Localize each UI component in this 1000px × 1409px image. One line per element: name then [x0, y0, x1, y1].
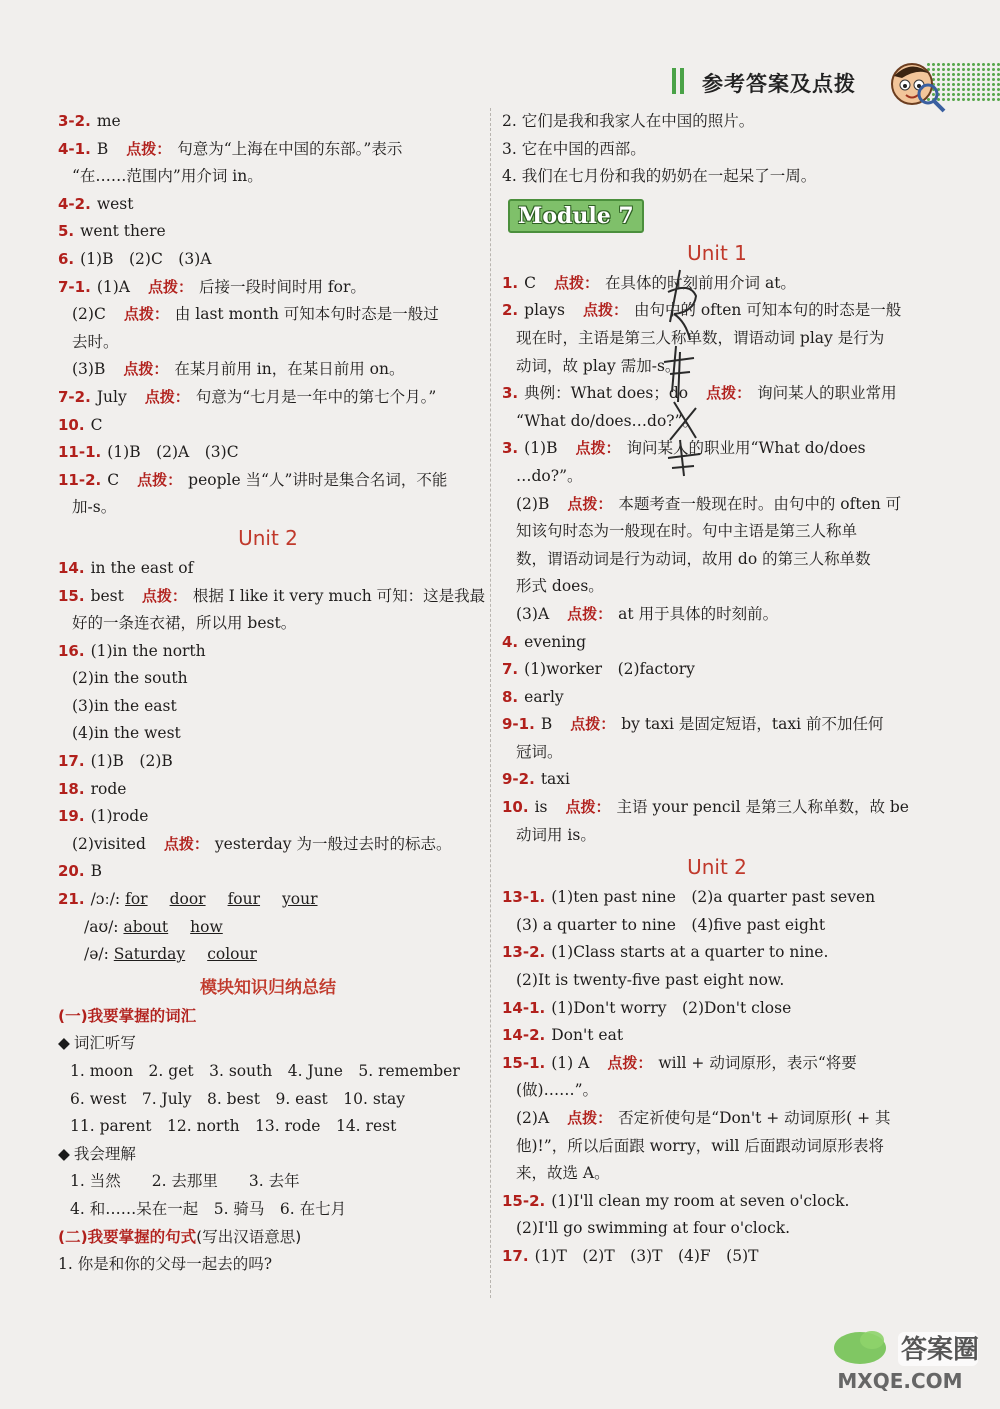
answer-line [58, 748, 478, 776]
phonetic-symbol: /aʊ/: [84, 917, 124, 936]
answer-line [502, 491, 932, 519]
sentence-line: 3. 它在中国的西部。 [502, 139, 646, 158]
answer-line [58, 274, 478, 302]
answer-text: C [90, 415, 103, 434]
answer-line [502, 684, 932, 712]
unit-2-heading: Unit 2 [238, 525, 298, 550]
question-number: 8. [502, 687, 519, 706]
answer-continuation: (2)C [72, 305, 106, 324]
phonetic-word: for [125, 890, 148, 909]
dianbo-label: 点拨： [141, 586, 187, 605]
unit-1-heading: Unit 1 [687, 240, 747, 265]
question-number: 11-1. [58, 443, 102, 462]
question-number: 20. [58, 862, 85, 881]
answer-line [58, 638, 478, 666]
answer-line [58, 610, 478, 638]
answer-line [502, 656, 932, 684]
answer-continuation: 冠词。 [516, 742, 563, 761]
answer-continuation: (2)A [516, 1109, 550, 1127]
tip-text: 由 last month 可知本句时态是一般过 [174, 305, 439, 324]
answer-text: went there [80, 222, 166, 241]
answer-text: B [90, 862, 102, 881]
answer-text: (1)A [96, 277, 130, 296]
question-number: 4-1. [58, 139, 91, 158]
tip-text: 询问某人的职业常用 [757, 384, 897, 403]
tip-text: people 当“人”讲时是集合名词，不能 [188, 470, 448, 489]
question-number: 15-1. [502, 1053, 546, 1072]
watermark-url: MXQE.COM [837, 1369, 963, 1393]
answer-line [58, 356, 478, 384]
answer-text: plays [524, 301, 565, 320]
answer-continuation: 他)!”，所以后面跟 worry，will 后面跟动词原形表将 [516, 1136, 884, 1155]
phonetic-symbol: /ɔː/: [90, 890, 126, 909]
unit-2-heading-right: Unit 2 [687, 855, 747, 880]
answer-text: (1)in the north [90, 641, 206, 660]
answer-text: (1)worker (2)factory [524, 660, 695, 679]
question-number: 9-2. [502, 770, 535, 789]
answer-text: (1)rode [90, 807, 149, 826]
answer-line [502, 1022, 932, 1050]
dianbo-label: 点拨： [567, 604, 613, 623]
question-number: 4-2. [58, 194, 91, 213]
answer-text: (1)Don't worry (2)Don't close [551, 998, 792, 1017]
question-number: 14. [58, 558, 85, 577]
tip-text: 句意为“七月是一年中的第七个月。” [195, 387, 437, 406]
answer-text: (1)B (2)C (3)A [80, 249, 212, 268]
answer-line [502, 1243, 932, 1271]
answer-continuation: (3)in the east [72, 696, 177, 715]
dianbo-label: 点拨： [570, 715, 616, 734]
answer-line [502, 822, 932, 850]
dianbo-label: 点拨： [575, 439, 621, 458]
sentence-line: 4. 我们在七月份和我的奶奶在一起呆了一周。 [502, 167, 817, 186]
answer-text: (1)ten past nine (2)a quarter past seven [551, 888, 876, 907]
answer-line [502, 573, 932, 601]
question-number: 15-2. [502, 1191, 546, 1210]
answer-continuation: 动词用 is。 [516, 825, 596, 844]
tip-text: 在具体的时刻前用介词 at。 [605, 273, 796, 292]
left-module6-unit1-answers [58, 108, 478, 522]
answer-continuation: 现在时，主语是第三人称单数，谓语动词 play 是行为 [516, 328, 885, 347]
vocab-listen-label: ◆ 词汇听写 [58, 1034, 136, 1053]
phonetic-word: how [190, 917, 223, 936]
answer-text: B [540, 715, 553, 734]
answer-line [502, 546, 932, 574]
question-number: 4. [502, 632, 519, 651]
answer-line [502, 1215, 932, 1243]
dianbo-label: 点拨： [567, 1109, 613, 1127]
phonetic-row [58, 886, 478, 914]
diamond-bullet-icon: ◆ [58, 1144, 70, 1163]
answer-line [58, 163, 478, 191]
answer-line [58, 693, 478, 721]
answer-line [58, 384, 478, 412]
question-number: 3. [502, 384, 519, 403]
question-number: 5. [58, 222, 75, 241]
answer-text: Don't eat [551, 1026, 624, 1045]
answer-text: me [96, 112, 121, 130]
answer-line [58, 555, 478, 583]
question-number: 14-1. [502, 998, 546, 1017]
answer-text: B [96, 139, 109, 158]
understand-row: 1. 当然 2. 去那里 3. 去年 [70, 1172, 300, 1191]
question-number: 15. [58, 586, 85, 605]
answer-text: (1)I'll clean my room at seven o'clock. [551, 1191, 850, 1210]
answer-line [58, 665, 478, 693]
phonetic-word: colour [207, 945, 257, 964]
summary-title: 模块知识归纳总结 [200, 977, 336, 998]
sentence-1: 1. 你是和你的父母一起去的吗? [58, 1255, 273, 1274]
phonetic-word: about [123, 917, 169, 936]
answer-text: (1)T (2)T (3)T (4)F (5)T [534, 1246, 759, 1265]
answer-continuation: (2)B [516, 494, 550, 513]
answer-continuation: (3)B [72, 360, 106, 379]
question-21 [58, 886, 478, 969]
answer-text: (1)B (2)B [90, 752, 173, 771]
answer-line [58, 776, 478, 804]
tip-text: 询问某人的职业用“What do/does [626, 439, 866, 458]
answer-text: early [524, 687, 564, 706]
answer-line [502, 1133, 932, 1161]
question-number: 7-1. [58, 277, 91, 296]
dianbo-label: 点拨： [554, 273, 600, 292]
dianbo-label: 点拨： [147, 277, 193, 296]
answer-continuation: (2)in the south [72, 669, 188, 688]
phonetic-word: door [169, 890, 206, 909]
answer-line [58, 136, 478, 164]
answer-line [502, 1077, 932, 1105]
question-number: 10. [58, 415, 85, 434]
answer-line [58, 858, 478, 886]
dianbo-label: 点拨： [123, 360, 169, 379]
watermark-logo [790, 1326, 990, 1396]
understand-list [58, 1168, 478, 1223]
sentence-line: 2. 它们是我和我家人在中国的照片。 [502, 112, 755, 130]
phonetic-row [58, 941, 478, 969]
answer-continuation: (2)I'll go swimming at four o'clock. [516, 1219, 791, 1238]
answer-continuation: 动词，故 play 需加-s。 [516, 356, 681, 375]
question-number: 6. [58, 249, 75, 268]
answer-line [502, 939, 932, 967]
answer-line [502, 794, 932, 822]
tip-text: will + 动词原形，表示“将要 [658, 1053, 857, 1072]
answer-line [502, 739, 932, 767]
question-number: 10. [502, 798, 529, 817]
phonetic-word: your [282, 890, 318, 909]
tip-text: 由句中的 often 可知本句的时态是一般 [634, 301, 902, 320]
dianbo-label: 点拨： [607, 1053, 653, 1072]
answer-continuation: “What do/does…do?”。 [516, 411, 699, 430]
answer-text: C [107, 470, 120, 489]
answer-line [58, 412, 478, 440]
answer-line [58, 301, 478, 329]
answer-continuation: 好的一条连衣裙，所以用 best。 [72, 614, 297, 633]
question-number: 18. [58, 779, 85, 798]
question-number: 1. [502, 273, 519, 292]
answer-text: (1) A [551, 1053, 590, 1072]
dianbo-label: 点拨： [163, 834, 209, 853]
answer-text: west [96, 194, 134, 213]
sentence-section-title: (二)我要掌握的句式(写出汉语意思) [58, 1227, 302, 1246]
answer-line [502, 601, 932, 629]
dianbo-label: 点拨： [137, 470, 183, 489]
phonetic-row [58, 914, 478, 942]
vocab-row: 1. moon 2. get 3. south 4. June 5. remember [70, 1062, 460, 1080]
question-number: 7. [502, 660, 519, 679]
answer-line [58, 831, 478, 859]
answer-text: in the east of [90, 558, 194, 577]
answer-continuation: 来，故选 A。 [516, 1164, 610, 1183]
tip-text: at 用于具体的时刻前。 [618, 604, 779, 623]
answer-continuation: (2)It is twenty-five past eight now. [516, 971, 785, 990]
answer-line [502, 766, 932, 794]
answer-continuation: (3)A [516, 604, 550, 623]
column-divider [490, 108, 492, 1298]
understand-label: ◆ 我会理解 [58, 1144, 136, 1163]
vocab-row: 6. west 7. July 8. best 9. east 10. stay [70, 1089, 406, 1108]
dianbo-label: 点拨： [123, 305, 169, 324]
question-number: 7-2. [58, 387, 91, 406]
question-number: 2. [502, 301, 519, 320]
tip-text: yesterday 为一般过去时的标志。 [214, 834, 452, 853]
answer-line [58, 108, 478, 136]
vocab-section-title: (一)我要掌握的词汇 [58, 1006, 197, 1025]
page-header [662, 62, 1000, 106]
phonetic-word: Saturday [113, 945, 186, 964]
dianbo-label: 点拨： [126, 139, 172, 158]
dianbo-label: 点拨： [565, 798, 611, 817]
answer-line [58, 246, 478, 274]
answer-continuation: 加-s。 [72, 498, 117, 517]
understand-row: 4. 和……呆在一起 5. 骑马 6. 在七月 [70, 1199, 347, 1218]
answer-continuation: (4)in the west [72, 724, 181, 743]
question-number: 17. [58, 752, 85, 771]
answer-line [502, 1050, 932, 1078]
answer-continuation: 数，谓语动词是行为动词，故用 do 的第三人称单数 [516, 549, 871, 568]
answer-text: (1)B (2)A (3)C [107, 443, 239, 462]
right-unit2-answers [502, 884, 932, 1270]
answer-text: 典例：What does；do [524, 384, 689, 403]
vocab-row: 11. parent 12. north 13. rode 14. rest [70, 1117, 397, 1136]
dianbo-label: 点拨： [706, 384, 752, 403]
answer-text: rode [90, 779, 127, 798]
watermark-text: 答案圈 [900, 1335, 980, 1365]
answer-continuation: “在……范围内”用介词 in。 [72, 167, 263, 186]
right-sentence-list [502, 108, 932, 191]
question-number: 14-2. [502, 1026, 546, 1045]
tip-text: 根据 I like it very much 可知：这是我最 [192, 586, 486, 605]
answer-line [502, 995, 932, 1023]
dianbo-label: 点拨： [582, 301, 628, 320]
answer-continuation: (2)visited [72, 834, 146, 853]
left-unit2-answers [58, 555, 486, 886]
answer-line [58, 803, 478, 831]
module-7-badge: Module 7 [508, 199, 644, 233]
answer-line [58, 494, 478, 522]
answer-continuation: (3) a quarter to nine (4)five past eight [516, 915, 826, 934]
question-number: 3. [502, 439, 519, 458]
answer-continuation: 知该句时态为一般现在时。句中主语是第三人称单 [516, 522, 858, 541]
answer-line [58, 218, 478, 246]
answer-line [58, 720, 478, 748]
vocab-list [58, 1058, 478, 1141]
mascot-magnifier-icon [888, 58, 948, 114]
answer-line [58, 583, 486, 611]
tip-text: by taxi 是固定短语，taxi 前不加任何 [621, 715, 884, 734]
answer-continuation: (做)……”。 [516, 1081, 599, 1100]
dianbo-label: 点拨： [144, 387, 190, 406]
phonetic-symbol: /ə/: [84, 945, 114, 964]
answer-text: best [90, 586, 124, 605]
question-number: 13-2. [502, 943, 546, 962]
answer-line [502, 967, 932, 995]
answer-line [58, 439, 478, 467]
answer-line [502, 1160, 932, 1188]
question-number: 19. [58, 807, 85, 826]
answer-text: (1)Class starts at a quarter to nine. [551, 943, 829, 962]
answer-line [502, 884, 932, 912]
answer-line [58, 329, 478, 357]
question-number: 13-1. [502, 888, 546, 907]
answer-line [58, 467, 478, 495]
answer-line [502, 1188, 932, 1216]
question-number: 21. [58, 890, 85, 909]
question-number: 16. [58, 641, 85, 660]
dianbo-label: 点拨： [567, 494, 613, 513]
answer-text: C [524, 273, 537, 292]
answer-continuation: 去时。 [72, 332, 119, 351]
answer-line [58, 191, 478, 219]
answer-line [502, 518, 932, 546]
header-title: 参考答案及点拨 [702, 72, 856, 96]
tip-text: 否定祈使句是“Don't + 动词原形( + 其 [618, 1109, 891, 1127]
header-bars-icon [672, 68, 686, 94]
tip-text: 在某月前用 in，在某日前用 on。 [174, 360, 405, 379]
tip-text: 本题考查一般现在时。由句中的 often 可 [618, 494, 902, 513]
question-number: 3-2. [58, 112, 91, 130]
answer-text: (1)B [524, 439, 558, 458]
tip-text: 句意为“上海在中国的东部。”表示 [177, 139, 403, 158]
question-number: 9-1. [502, 715, 535, 734]
answer-text: evening [524, 632, 587, 651]
answer-text: taxi [540, 770, 570, 789]
question-number: 11-2. [58, 470, 102, 489]
answer-line [502, 1105, 932, 1133]
question-number: 17. [502, 1246, 529, 1265]
answer-continuation: …do?”。 [516, 466, 583, 485]
tip-text: 主语 your pencil 是第三人称单数，故 be [616, 798, 909, 817]
answer-line [502, 629, 932, 657]
answer-line [502, 711, 932, 739]
tip-text: 后接一段时间时用 for。 [198, 277, 366, 296]
phonetic-word: four [227, 890, 261, 909]
answer-continuation: 形式 does。 [516, 577, 604, 596]
left-column [58, 108, 486, 1279]
handwriting-scribble [650, 262, 730, 482]
answer-text: is [534, 798, 548, 817]
answer-text: July [96, 387, 127, 406]
diamond-bullet-icon: ◆ [58, 1034, 70, 1053]
answer-line [502, 912, 932, 940]
